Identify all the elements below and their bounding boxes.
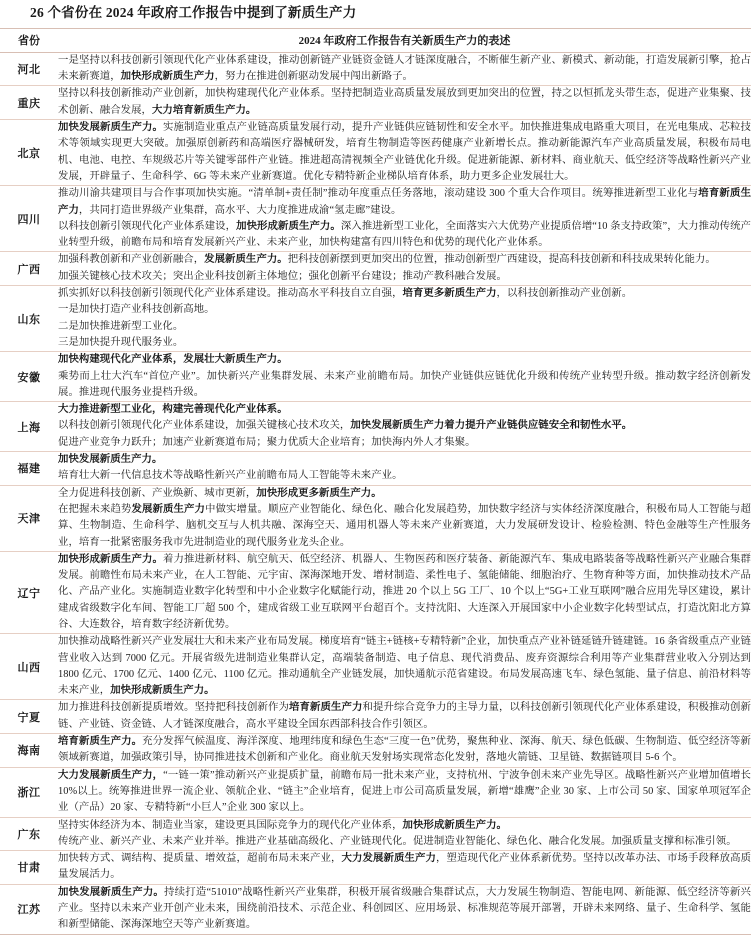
province-statement-cell xyxy=(58,485,751,551)
table-header-row xyxy=(0,28,751,52)
province-name-cell: 广东 xyxy=(0,817,58,851)
province-name-cell: 重庆 xyxy=(0,86,58,120)
statement-paragraph xyxy=(58,435,751,451)
emphasis-text: 加快发展新质生产力。 xyxy=(58,886,165,898)
body-text: ，共同打造世界级产业集群，高水平、大力度推进成渝“氢走廊”建设。 xyxy=(78,204,402,216)
body-text: 抓实抓好以科技创新引领现代化产业体系建设。推动高水平科技自立自强， xyxy=(58,288,403,300)
table-row xyxy=(0,634,751,700)
table-row xyxy=(0,252,751,286)
province-statement-cell xyxy=(58,634,751,700)
body-text: 实施制造业重点产业链高质量发展行动，提升产业链供应链韧性和安全水平。加快推进集成电路重大项目，在光电集成、芯粒技术等领域实现更大突破。加强原创新药和高端医疗器械研发，培育生物制造等医药健康产业新增长点。推动新能源汽车产业高质量发展，积极布局电机、电池、电控、车规级芯片等关键零部件产业链。推进超高清视频全产业链优化升级。促进新能源、新材料、商业航天、低空经济等战略性新兴产业发展，开辟量子、生命科学、6G 等未来产业新赛道。优化专精特新企业梯队培育体系，助力更多企业发展壮大。 xyxy=(58,122,751,182)
emphasis-text: 加快发展新质生产力。 xyxy=(58,122,164,134)
emphasis-text: 加快发展新质生产力。 xyxy=(58,454,163,466)
emphasis-text: 培育新质生产力。 xyxy=(58,736,143,748)
body-text: 全力促进科技创新、产业焕新、城市更新， xyxy=(58,487,257,499)
body-text: 加快推动战略性新兴产业发展壮大和未来产业布局发展。梯度培育“链主+链核+专精特新”企业，加快重点产业补链延链升链建链。16 条省级重点产业链营业收入达到 7000 亿元。开展省级先进制造业集群认定，高端装备制造、电子信息、现代消费品、废弃资源综合利用等产业集群营业收入分别达到 1800 亿元、1700 亿元、1400 亿元、1100 亿元。推动通航全产业链发展，加快通航示范省建设。布局发展高速飞车、绿色氢能、量子信息、前沿材料等未来产业， xyxy=(58,636,751,697)
body-text: 以科技创新引领现代化产业体系建设， xyxy=(58,220,237,232)
emphasis-text: 大力推进新型工业化，构建完善现代化产业体系。 xyxy=(58,404,288,416)
body-text: 持续打造“51010”战略性新兴产业集群，积极开展省级融合集群试点，大力发展生物制造、智能电网、新能源、低空经济等新兴产业。坚持以未来产业开创产业未来，围绕前沿技术、示范企业、科创园区、应用场景、标准规范等展开部署，开辟未来网络、量子、生命科学、氢能和新型储能、深海深地空天等产业新赛道。 xyxy=(58,886,751,931)
emphasis-text: 大力发展新质生产力 xyxy=(341,853,437,865)
statement-paragraph xyxy=(58,302,751,318)
table-row xyxy=(0,52,751,86)
province-statement-cell xyxy=(58,452,751,486)
emphasis-text: 加快形成新质生产力。 xyxy=(236,220,341,232)
statement-paragraph xyxy=(58,53,751,86)
statement-paragraph xyxy=(58,552,751,633)
table-header xyxy=(0,28,751,52)
province-statement-cell xyxy=(58,252,751,286)
statement-paragraph xyxy=(58,418,751,434)
province-statement-cell xyxy=(58,551,751,633)
statement-paragraph xyxy=(58,319,751,335)
body-text: 加快转方式、调结构、提质量、增效益，超前布局未来产业， xyxy=(58,853,342,865)
province-statement-cell xyxy=(58,286,751,352)
emphasis-text: 加快形成新质生产力。 xyxy=(58,553,164,565)
emphasis-text: 加快构建现代化产业体系，发展壮大新质生产力。 xyxy=(58,354,288,366)
table-body xyxy=(0,52,751,934)
province-statement-cell xyxy=(58,767,751,817)
body-text: ，努力在推进创新驱动发展中闯出新路子。 xyxy=(214,71,413,83)
emphasis-text: 加快形成新质生产力 xyxy=(120,71,215,83)
body-text: 三是加快提升现代服务业。 xyxy=(58,336,184,348)
emphasis-text: 大力发展新质生产力， xyxy=(58,769,164,781)
table-row xyxy=(0,352,751,402)
province-name-cell: 山东 xyxy=(0,286,58,352)
body-text: 加强关键核心技术攻关；突出企业科技创新主体地位；强化创新平台建设；推动产教科融合发展。 xyxy=(58,270,507,282)
statement-paragraph xyxy=(58,885,751,934)
table-row xyxy=(0,485,751,551)
body-text: 一是坚持以科技创新引领现代化产业体系建设，推动创新链产业链资金链人才链深度融合，不断催生新产业、新模式、新动能，打造发展新引擎，抢占未来新赛道， xyxy=(58,54,751,83)
province-name-cell: 江苏 xyxy=(0,884,58,934)
emphasis-text: 加快形成新质生产力。 xyxy=(402,819,507,831)
province-statement-cell xyxy=(58,700,751,734)
column-header-province: 省份 xyxy=(0,28,58,52)
table-row xyxy=(0,452,751,486)
body-text: 充分发挥气候温度、海洋深度、地理纬度和绿色生态“三度一色”优势，聚焦种业、深海、航天、绿色低碳、生物制造、低空经济等新领域新赛道，加强政策引导，协同推进技术创新和产业化。商业航天发射场实现常态化发射，落地火箭链、卫星链、数据链项目 5-6 个。 xyxy=(58,736,751,764)
province-name-cell: 广西 xyxy=(0,252,58,286)
province-name-cell: 北京 xyxy=(0,120,58,186)
province-name-cell: 四川 xyxy=(0,186,58,252)
province-statement-cell xyxy=(58,120,751,186)
table-row xyxy=(0,86,751,120)
body-text: 乘势而上壮大汽车“首位产业”。加快新兴产业集群发展、未来产业前瞻布局。加快产业链供应链优化升级和传统产业转型升级。推动数字经济创新发展。推进现代服务业提档升级。 xyxy=(58,370,751,398)
statement-paragraph xyxy=(58,486,751,502)
statement-paragraph xyxy=(58,120,751,185)
emphasis-text: 加快发展新质生产力着力提升产业链供应链安全和韧性水平。 xyxy=(350,420,633,432)
statement-paragraph xyxy=(58,700,751,733)
emphasis-text: 培育更多新质生产力 xyxy=(402,288,497,300)
body-text: 坚持以科技创新推动产业创新，加快构建现代化产业体系。坚持把制造业高质量发展放到更加突出的位置，持之以恒抓龙头带生态，促进产业集聚、技术创新、融合发展， xyxy=(58,88,751,116)
statement-paragraph xyxy=(58,252,751,268)
body-text: 中做实增量。顺应产业智能化、绿色化、融合化发展趋势，加快数字经济与实体经济深度融合，积极布局人工智能与超算、生物制造、生命科学、脑机交互与人机共融、深海空天、通用机器人等未来产业新赛道，大力发展研发设计、检验检测、特色金融等生产性服务业，培育一批紧密服务我市先进制造业的现代服务业龙头企业。 xyxy=(58,503,751,548)
emphasis-text: 大力培育新质生产力。 xyxy=(151,104,257,116)
provinces-table xyxy=(0,28,751,935)
statement-paragraph xyxy=(58,186,751,219)
table-row xyxy=(0,767,751,817)
table-row xyxy=(0,186,751,252)
province-statement-cell xyxy=(58,86,751,120)
province-name-cell: 天津 xyxy=(0,485,58,551)
province-statement-cell xyxy=(58,186,751,252)
body-text: 促进产业竞争力跃升；加速产业新赛道布局；聚力优质大企业培育；加快海内外人才集聚。 xyxy=(58,436,476,448)
province-name-cell: 甘肃 xyxy=(0,851,58,885)
statement-paragraph xyxy=(58,335,751,351)
body-text: 一是加快打造产业科技创新高地。 xyxy=(58,304,215,316)
province-name-cell: 河北 xyxy=(0,52,58,86)
table-row xyxy=(0,700,751,734)
emphasis-text: 发展新质生产力。 xyxy=(204,254,288,266)
emphasis-text: 发展新质生产力 xyxy=(131,503,206,515)
body-text: 以科技创新引领现代化产业体系建设，加强关键核心技术攻关， xyxy=(58,420,351,432)
province-name-cell: 海南 xyxy=(0,734,58,768)
body-text: 坚持实体经济为本、制造业当家，建设更具国际竞争力的现代化产业体系， xyxy=(58,819,403,831)
province-name-cell: 浙江 xyxy=(0,767,58,817)
emphasis-text: 培育新质生产力 xyxy=(289,702,363,714)
statement-paragraph xyxy=(58,402,751,418)
province-name-cell: 福建 xyxy=(0,452,58,486)
province-statement-cell xyxy=(58,817,751,851)
emphasis-text: 培育新质生产力 xyxy=(58,188,751,216)
statement-paragraph xyxy=(58,851,751,884)
province-statement-cell xyxy=(58,352,751,402)
body-text: 传统产业、新兴产业、未来产业并举。推进产业基础高级化、产业链现代化。促进制造业智能化、绿色化、融合化发展。加强质量支撑和标准引领。 xyxy=(58,835,737,847)
statement-paragraph xyxy=(58,734,751,767)
statement-paragraph xyxy=(58,452,751,468)
table-row xyxy=(0,120,751,186)
province-name-cell: 辽宁 xyxy=(0,551,58,633)
table-row xyxy=(0,734,751,768)
body-text: ，以科技创新推动产业创新。 xyxy=(496,288,633,300)
statement-paragraph xyxy=(58,369,751,402)
province-statement-cell xyxy=(58,851,751,885)
province-statement-cell xyxy=(58,52,751,86)
table-row xyxy=(0,286,751,352)
body-text: 在把握未来趋势 xyxy=(58,503,132,515)
statement-paragraph xyxy=(58,86,751,119)
body-text: 把科技创新摆到更加突出的位置，推动创新型广西建设，提高科技创新和科技成果转化能力。 xyxy=(287,254,716,266)
body-text: 加强科教创新和产业创新融合， xyxy=(58,254,205,266)
province-statement-cell xyxy=(58,884,751,934)
body-text: 深入推进新型工业化，全面落实六大优势产业提质倍增“10 条支持政策”，大力推动传统产业转型升级，前瞻布局和培育发展新兴产业、未来产业，加快构建富有四川特色和优势的现代化产业体系。 xyxy=(58,220,751,249)
statement-paragraph xyxy=(58,634,751,699)
table-row xyxy=(0,884,751,934)
page-title: 26 个省份在 2024 年政府工作报告中提到了新质生产力 xyxy=(30,5,357,20)
body-text: 和提升综合竞争力的主导力量，以科技创新引领现代化产业体系建设，积极推动创新链、产业链、资金链、人才链深度融合，高水平建设全国东西部科技合作引领区。 xyxy=(58,702,751,730)
province-statement-cell xyxy=(58,402,751,452)
column-header-statement: 2024 年政府工作报告有关新质生产力的表述 xyxy=(58,28,751,52)
body-text: 培育壮大新一代信息技术等战略性新兴产业前瞻布局人工智能等未来产业。 xyxy=(58,470,403,482)
table-row xyxy=(0,851,751,885)
statement-paragraph xyxy=(58,219,751,252)
table-row xyxy=(0,817,751,851)
statement-paragraph xyxy=(58,352,751,368)
statement-paragraph xyxy=(58,269,751,285)
statement-paragraph xyxy=(58,502,751,551)
statement-paragraph xyxy=(58,768,751,817)
body-text: 推动川渝共建项目与合作事项加快实施。“清单制+责任制”推动年度重点任务落地，滚动建设 300 个重大合作项目。统筹推进新型工业化与 xyxy=(58,188,699,200)
province-name-cell: 上海 xyxy=(0,402,58,452)
emphasis-text: 加快形成新质生产力。 xyxy=(110,685,215,697)
body-text: ，塑造现代化产业体系新优势。坚持以改革办法、市场手段释放高质量发展活力。 xyxy=(58,853,751,881)
statement-paragraph xyxy=(58,468,751,484)
statement-paragraph xyxy=(58,286,751,302)
body-text: 着力推进新材料、航空航天、低空经济、机器人、生物医药和医疗装备、新能源汽车、集成电路装备等战略性新兴产业融合集群发展。前瞻性布局未来产业，在人工智能、元宇宙、深海深地开发、增材制造、柔性电子、氢能储能、细胞治疗、生物育种等方面，加快推动技术产品化、产品产业化。实施制造业数字化转型和中小企业数字化赋能行动，推进 20 个以上 5G 工厂、10 个以上“5G+工业互联网”融合应用先导区建设，累计建成省级数字化车间、智能工厂超 500 个，建成省级工业互联网平台超百个。支持沈阳、大连深入开展国家中小企业数字化转型试点，打造沈阳北方算谷、大连数谷，培育数字经济新优势。 xyxy=(58,553,751,630)
body-text: 加力推进科技创新提质增效。坚持把科技创新作为 xyxy=(58,702,290,714)
province-name-cell: 山西 xyxy=(0,634,58,700)
body-text: 二是加快推进新型工业化。 xyxy=(58,320,184,332)
province-name-cell: 安徽 xyxy=(0,352,58,402)
table-row xyxy=(0,402,751,452)
statement-paragraph xyxy=(58,834,751,850)
province-name-cell: 宁夏 xyxy=(0,700,58,734)
province-statement-cell xyxy=(58,734,751,768)
statement-paragraph xyxy=(58,818,751,834)
table-row xyxy=(0,551,751,633)
body-text: “一链一策”推动新兴产业提质扩量，前瞻布局一批未来产业，支持杭州、宁波争创未来产业先导区。战略性新兴产业增加值增长 10%以上。统筹推进世界一流企业、领航企业、“链主”企业培育，促进上市公司高质量发展，新增“雄鹰”企业 30 家、上市公司 50 家、国家单项冠军企业（产品）20 家、专精特新“小巨人”企业 300 家以上。 xyxy=(58,769,751,814)
emphasis-text: 加快形成更多新质生产力。 xyxy=(256,487,382,499)
